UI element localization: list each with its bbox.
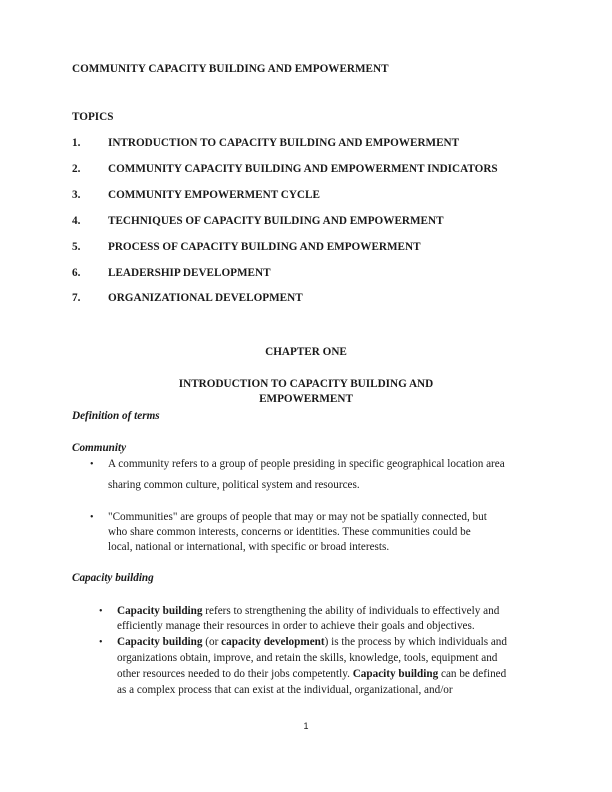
definition-heading: Definition of terms [72, 410, 160, 422]
bullet-line: organizations obtain, improve, and retain the skills, knowledge, tools, equipment and [117, 652, 498, 664]
bullet-line [117, 604, 499, 620]
text-run: can be defined [438, 668, 507, 680]
topic-label: LEADERSHIP DEVELOPMENT [108, 267, 271, 279]
topics-heading: TOPICS [72, 111, 114, 123]
topic-label: PROCESS OF CAPACITY BUILDING AND EMPOWERMENT [108, 241, 421, 253]
bullet-line: as a complex process that can exist at the individual, organizational, and/or [117, 684, 453, 696]
text-run: other resources needed to do their jobs competently. [117, 668, 353, 680]
bold-term: capacity development [221, 636, 325, 648]
topic-label: ORGANIZATIONAL DEVELOPMENT [108, 292, 303, 304]
bullet-line: who share common interests, concerns or identities. These communities could be [108, 526, 471, 538]
topic-number: 2. [72, 163, 81, 175]
chapter-title-line: INTRODUCTION TO CAPACITY BUILDING AND [178, 378, 434, 390]
topic-number: 6. [72, 267, 81, 279]
bullet-icon: • [99, 637, 103, 648]
topic-number: 4. [72, 215, 81, 227]
topic-label: COMMUNITY CAPACITY BUILDING AND EMPOWERMENT INDICATORS [108, 163, 498, 175]
bullet-line: A community refers to a group of people presiding in specific geographical location area [108, 458, 505, 470]
text-run: ) is the process by which individuals and [324, 636, 507, 648]
bold-term: Capacity building [117, 636, 203, 648]
bullet-line: sharing common culture, political system and resources. [108, 479, 360, 491]
bullet-line [117, 635, 507, 651]
bold-term: Capacity building [117, 605, 203, 617]
bullet-line: efficiently manage their resources in order to achieve their goals and objectives. [117, 620, 475, 632]
topic-label: COMMUNITY EMPOWERMENT CYCLE [108, 189, 320, 201]
page-number: 1 [303, 721, 309, 731]
bullet-line: "Communities" are groups of people that may or may not be spatially connected, but [108, 511, 487, 523]
bullet-icon: • [90, 512, 94, 523]
topic-number: 7. [72, 292, 81, 304]
community-heading: Community [72, 442, 127, 454]
bullet-icon: • [90, 459, 94, 470]
chapter-title-line: EMPOWERMENT [259, 393, 353, 405]
bullet-line: local, national or international, with specific or broad interests. [108, 541, 390, 553]
text-run: (or [202, 636, 222, 648]
topic-label: INTRODUCTION TO CAPACITY BUILDING AND EMPOWERMENT [108, 137, 460, 149]
text-run: refers to strengthening the ability of individuals to effectively and [202, 605, 500, 617]
topic-number: 1. [72, 137, 81, 149]
chapter-label: CHAPTER ONE [265, 346, 347, 358]
capacity-building-heading: Capacity building [72, 572, 154, 584]
topic-number: 3. [72, 189, 81, 201]
bullet-line [117, 667, 506, 683]
bullet-icon: • [99, 606, 103, 617]
bold-term: Capacity building [352, 668, 439, 680]
document-title: COMMUNITY CAPACITY BUILDING AND EMPOWERMENT [72, 63, 389, 75]
topic-label: TECHNIQUES OF CAPACITY BUILDING AND EMPOWERMENT [108, 215, 444, 227]
chapter-title [0, 377, 612, 407]
topic-number: 5. [72, 241, 81, 253]
